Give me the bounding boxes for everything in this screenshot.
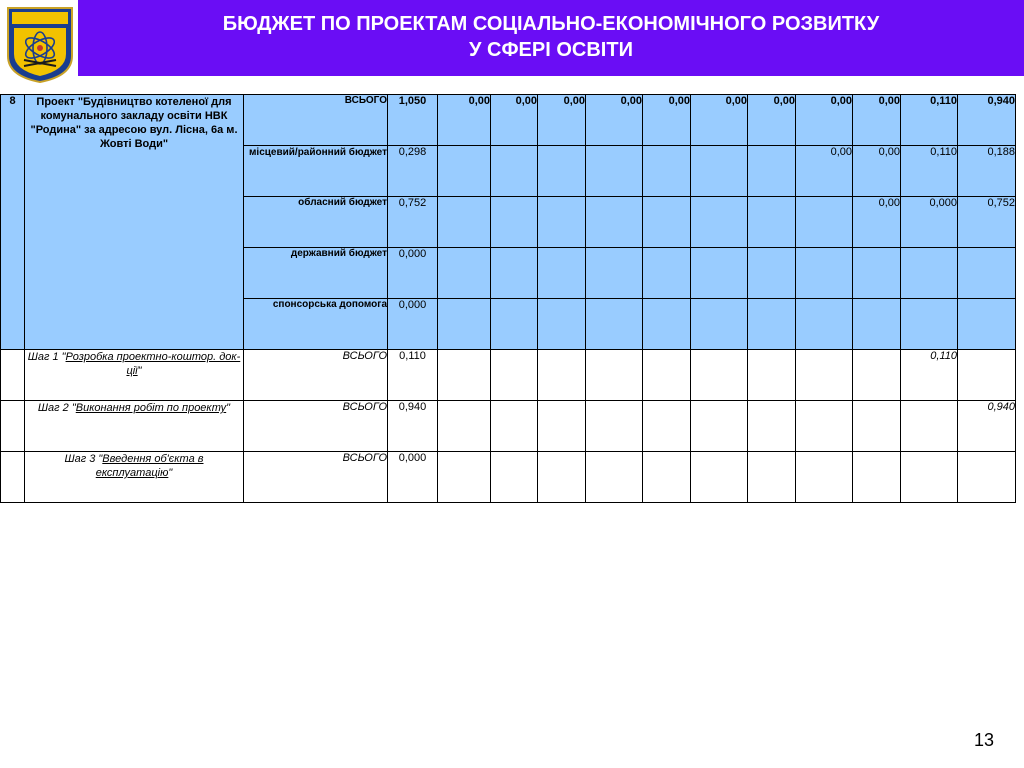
- budget-label: обласний бюджет: [244, 197, 388, 248]
- step-cell: [748, 452, 796, 503]
- step-cell: [958, 350, 1016, 401]
- step-cell: [853, 350, 901, 401]
- step-label: ВСЬОГО: [244, 452, 388, 503]
- budget-label: місцевий/районний бюджет: [244, 146, 388, 197]
- step-prefix: Шаг 1 ": [27, 351, 66, 363]
- budget-cell: [538, 197, 586, 248]
- step-cell: [691, 350, 748, 401]
- budget-cell: [691, 248, 748, 299]
- budget-cell: 0,00: [796, 95, 853, 146]
- step-total: 0,110: [388, 350, 438, 401]
- step-suffix: ": [226, 402, 231, 414]
- budget-cell: [538, 146, 586, 197]
- budget-cell: [958, 248, 1016, 299]
- city-crest-logo: [4, 4, 76, 84]
- budget-cell: 0,00: [538, 95, 586, 146]
- step-cell: [491, 350, 538, 401]
- budget-cell: 0,00: [748, 95, 796, 146]
- budget-cell: [748, 299, 796, 350]
- budget-cell: [643, 197, 691, 248]
- budget-cell: [853, 248, 901, 299]
- budget-cell: [901, 299, 958, 350]
- step-cell: [796, 350, 853, 401]
- step-title: Розробка проектно-коштор. док-ції: [65, 351, 241, 377]
- banner-underline: [220, 76, 1024, 78]
- budget-cell: [691, 197, 748, 248]
- page-title-line-1: БЮДЖЕТ ПО ПРОЕКТАМ СОЦІАЛЬНО-ЕКОНОМІЧНОГО РОЗВИТКУ: [222, 13, 880, 35]
- step-cell: [643, 401, 691, 452]
- step-cell: [538, 401, 586, 452]
- budget-cell: [438, 299, 491, 350]
- budget-cell: [586, 299, 643, 350]
- step-blank: [1, 452, 25, 503]
- step-cell: [901, 452, 958, 503]
- budget-cell: 0,00: [491, 95, 538, 146]
- project-name: Проект "Будівництво котеленої для комунального закладу освіти НВК "Родина" за адресою вул. Лісна, 6а м. Жовті Води": [25, 95, 244, 350]
- budget-cell: [491, 299, 538, 350]
- step-cell: [438, 452, 491, 503]
- budget-cell: [643, 248, 691, 299]
- step-cell: [538, 350, 586, 401]
- budget-label: спонсорська допомога: [244, 299, 388, 350]
- budget-cell: [853, 299, 901, 350]
- step-title: Виконання робіт по проекту: [75, 402, 227, 414]
- step-label: ВСЬОГО: [244, 350, 388, 401]
- step-cell: [853, 452, 901, 503]
- budget-cell: 0,188: [958, 146, 1016, 197]
- step-prefix: Шаг 2 ": [37, 402, 76, 414]
- budget-cell: 0,00: [643, 95, 691, 146]
- step-total: 0,940: [388, 401, 438, 452]
- step-suffix: ": [137, 365, 142, 377]
- budget-cell: [748, 146, 796, 197]
- budget-total: 0,000: [388, 248, 438, 299]
- step-cell: [643, 350, 691, 401]
- step-cell: [796, 452, 853, 503]
- budget-cell: [586, 248, 643, 299]
- budget-cell: [538, 299, 586, 350]
- budget-cell: 0,00: [586, 95, 643, 146]
- budget-cell: [748, 197, 796, 248]
- budget-total: 0,752: [388, 197, 438, 248]
- step-cell: [958, 452, 1016, 503]
- budget-total: 1,050: [388, 95, 438, 146]
- step-cell: [853, 401, 901, 452]
- page-title-banner: [78, 0, 1024, 76]
- budget-cell: [491, 248, 538, 299]
- step-cell: [748, 350, 796, 401]
- budget-cell: [586, 197, 643, 248]
- budget-label: державний бюджет: [244, 248, 388, 299]
- budget-cell: 0,940: [958, 95, 1016, 146]
- budget-cell: 0,000: [901, 197, 958, 248]
- step-cell: 0,940: [958, 401, 1016, 452]
- step-label: ВСЬОГО: [244, 401, 388, 452]
- step-cell: [748, 401, 796, 452]
- step-cell: [491, 401, 538, 452]
- budget-cell: [643, 146, 691, 197]
- budget-cell: 0,00: [691, 95, 748, 146]
- budget-cell: 0,110: [901, 95, 958, 146]
- budget-total: 0,298: [388, 146, 438, 197]
- budget-cell: [796, 248, 853, 299]
- budget-cell: [438, 248, 491, 299]
- budget-cell: [901, 248, 958, 299]
- budget-cell: 0,00: [853, 197, 901, 248]
- step-blank: [1, 401, 25, 452]
- step-cell: [586, 350, 643, 401]
- step-blank: [1, 350, 25, 401]
- budget-total: 0,000: [388, 299, 438, 350]
- budget-cell: [438, 197, 491, 248]
- budget-row-total: [1, 95, 1016, 146]
- budget-cell: [691, 299, 748, 350]
- step-total: 0,000: [388, 452, 438, 503]
- budget-table: [0, 94, 1016, 503]
- step-prefix: Шаг 3 ": [64, 453, 103, 465]
- step-name: [25, 401, 244, 452]
- budget-cell: [491, 146, 538, 197]
- step-cell: [586, 452, 643, 503]
- budget-cell: 0,00: [438, 95, 491, 146]
- budget-cell: [643, 299, 691, 350]
- budget-cell: 0,00: [853, 95, 901, 146]
- step-cell: [438, 350, 491, 401]
- budget-cell: [958, 299, 1016, 350]
- budget-cell: [438, 146, 491, 197]
- step-title: Введення об'єкта в експлуатацію: [95, 453, 204, 479]
- step-name: [25, 452, 244, 503]
- step-cell: [901, 401, 958, 452]
- budget-cell: 0,752: [958, 197, 1016, 248]
- step-row-2: [1, 401, 1016, 452]
- budget-cell: [796, 197, 853, 248]
- step-cell: [691, 452, 748, 503]
- row-number: 8: [1, 95, 25, 350]
- step-row-3: [1, 452, 1016, 503]
- budget-cell: [538, 248, 586, 299]
- step-name: [25, 350, 244, 401]
- budget-cell: [586, 146, 643, 197]
- step-cell: [643, 452, 691, 503]
- page-title-line-2: У СФЕРІ ОСВІТИ: [469, 39, 633, 61]
- step-cell: [796, 401, 853, 452]
- step-cell: 0,110: [901, 350, 958, 401]
- page-number: 13: [973, 730, 994, 750]
- step-cell: [438, 401, 491, 452]
- step-row-1: [1, 350, 1016, 401]
- budget-cell: [748, 248, 796, 299]
- budget-cell: [491, 197, 538, 248]
- step-cell: [691, 401, 748, 452]
- step-cell: [491, 452, 538, 503]
- step-cell: [538, 452, 586, 503]
- budget-cell: [691, 146, 748, 197]
- step-cell: [586, 401, 643, 452]
- budget-cell: 0,00: [796, 146, 853, 197]
- budget-cell: 0,00: [853, 146, 901, 197]
- budget-label: ВСЬОГО: [244, 95, 388, 146]
- budget-cell: 0,110: [901, 146, 958, 197]
- budget-cell: [796, 299, 853, 350]
- step-suffix: ": [168, 467, 173, 479]
